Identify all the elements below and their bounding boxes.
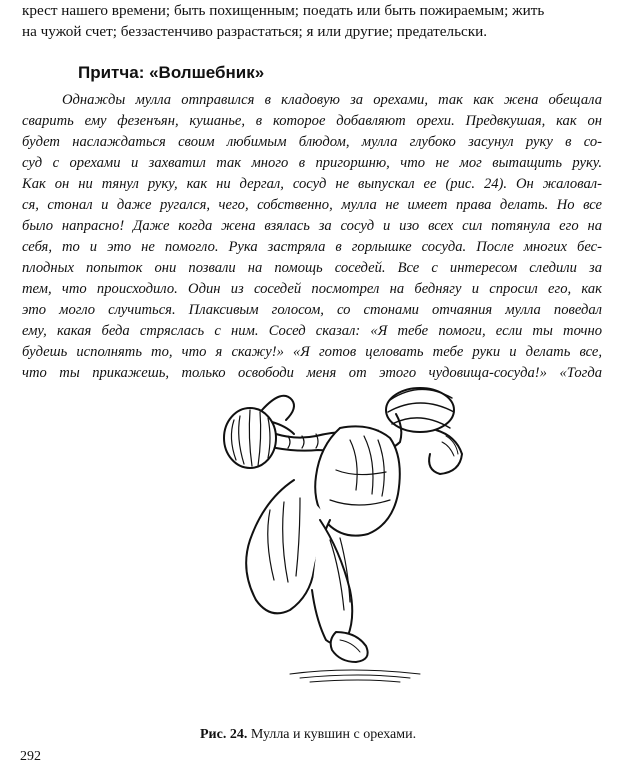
parable-paragraph — [22, 90, 602, 384]
jug-shape — [224, 396, 294, 468]
text-line: тем, что происходило. Один из соседей посмотрел на беднягу и спросил его, как — [22, 281, 602, 297]
foot-shape — [331, 632, 368, 662]
illustration-drawing — [210, 370, 490, 690]
text-line: Однажды мулла отправился в кладовую за орехами, так как жена обещала — [62, 92, 602, 108]
figure-caption-text: Мулла и кувшин с орехами. — [247, 727, 417, 742]
text-line: ся, стонал и даже ругался, чего, собственно, мулла не имеет права делать. Но все — [22, 197, 602, 213]
text-line: суд с орехами и захватил так много в пригоршню, что не мог вытащить руку. — [22, 155, 602, 171]
text-line: ему, какая беда стряслась с ним. Сосед сказал: «Я тебе помоги, если ты точно — [22, 323, 602, 339]
text-line: это могло случиться. Плаксивым голосом, со стонами отчаяния мулла поведал — [22, 302, 602, 318]
text-line: было напрасно! Даже когда жена взялась за сосуд и изо всех сил потянула его на — [22, 218, 602, 234]
text-line: крест нашего времени; быть похищенным; поедать или быть пожираемым; жить — [22, 2, 545, 19]
section-heading: Притча: «Волшебник» — [78, 63, 265, 82]
mullah-jug-illustration — [210, 370, 490, 690]
text-line: будет наслаждаться своим любимым блюдом, мулла глубоко засунул руку в со- — [22, 134, 602, 150]
text-line: сварить ему фезенъян, кушанье, в которое добавляют орехи. Предвкушая, как он — [22, 113, 602, 129]
page-number: 292 — [20, 749, 41, 764]
text-line: себя, то и это не помогло. Рука застряла в горлышке сосуда. После многих бес- — [22, 239, 602, 255]
figure-caption — [200, 726, 416, 744]
text-line: Как он ни тянул руку, как ни дергал, сосуд не выпускал ее (рис. 24). Он жаловал- — [22, 176, 602, 192]
ground-shadow — [290, 670, 420, 682]
text-line: на чужой счет; беззастенчиво разрастаться; я или другие; предательски. — [22, 23, 488, 40]
text-line: плодных попыток они позвали на помощь соседей. Все с интересом следили за — [22, 260, 602, 276]
text-line: будешь исполнять то, что я скажу!» «Я готов целовать тебе руки и делать все, — [22, 344, 602, 360]
figure-label: Рис. 24. — [200, 727, 248, 742]
top-text-block — [22, 0, 604, 42]
text-line: что ты прикажешь, только освободи меня от этого чудовища-сосуда!» «Тогда — [22, 365, 602, 381]
